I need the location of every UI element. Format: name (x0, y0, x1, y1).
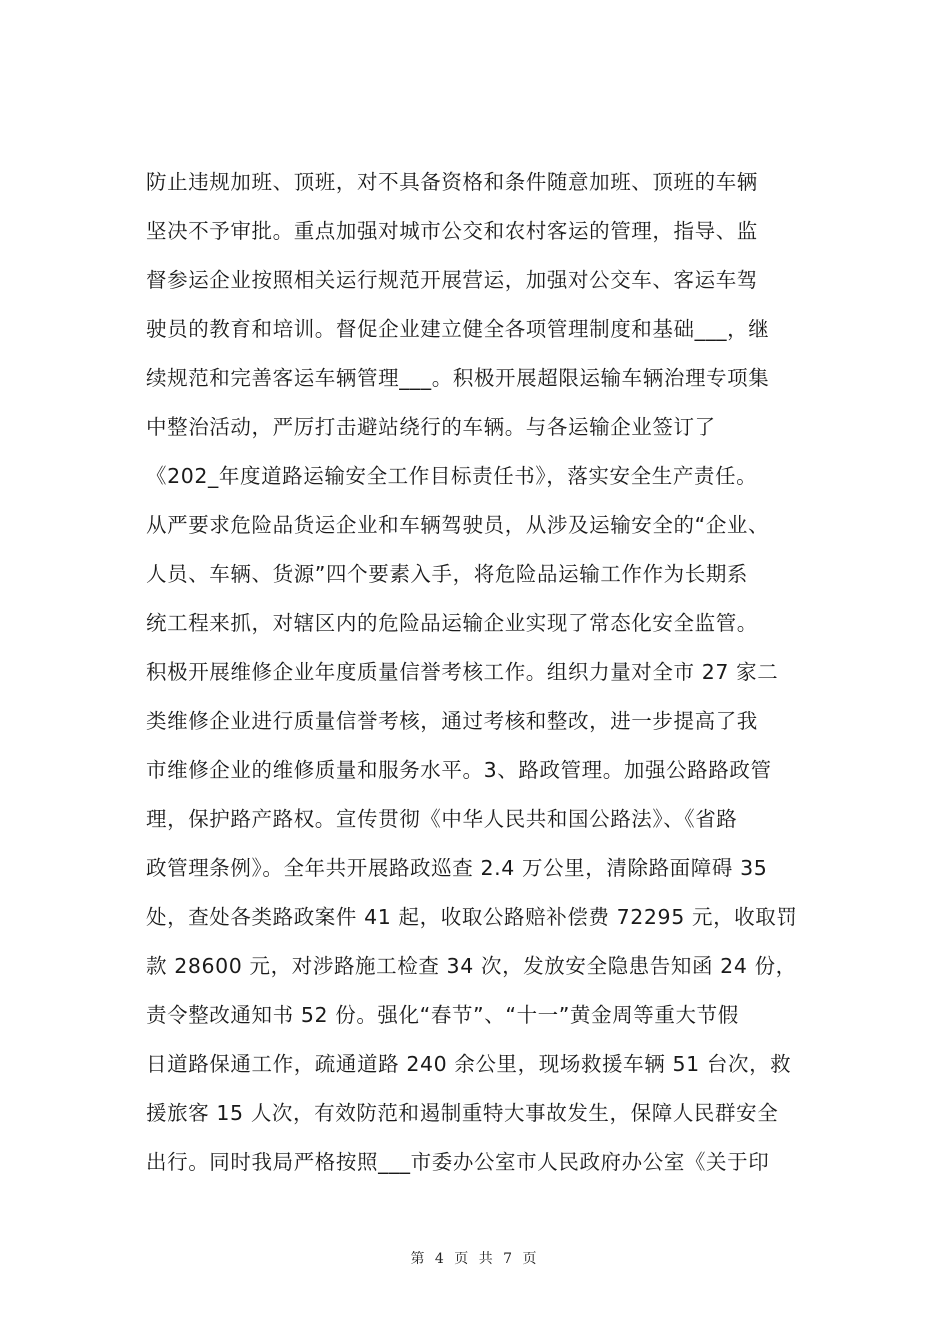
text-line: 续规范和完善客运车辆管理___。积极开展超限运输车辆治理专项集 (146, 366, 770, 390)
text-line: 人员、车辆、货源”四个要素入手，将危险品运输工作作为长期系 (146, 562, 749, 586)
text-line: 防止违规加班、顶班，对不具备资格和条件随意加班、顶班的车辆 (146, 170, 758, 194)
text-line: 款 28600 元，对涉路施工检查 34 次，发放安全隐患告知函 24 份， (146, 954, 797, 978)
text-line: 责令整改通知书 52 份。强化“春节”、“十一”黄金周等重大节假 (146, 1003, 739, 1027)
text-line: 驶员的教育和培训。督促企业建立健全各项管理制度和基础___，继 (146, 317, 770, 341)
text-line: 日道路保通工作，疏通道路 240 余公里，现场救援车辆 51 台次，救 (146, 1052, 792, 1076)
text-line: 督参运企业按照相关运行规范开展营运，加强对公交车、客运车驾 (146, 268, 758, 292)
text-line: 理，保护路产路权。宣传贯彻《中华人民共和国公路法》、《省路 (146, 807, 738, 831)
text-line: 出行。同时我局严格按照___市委办公室市人民政府办公室《关于印 (146, 1150, 770, 1174)
text-line: 坚决不予审批。重点加强对城市公交和农村客运的管理，指导、监 (146, 219, 758, 243)
text-line: 从严要求危险品货运企业和车辆驾驶员，从涉及运输安全的“企业、 (146, 513, 770, 537)
text-line: 类维修企业进行质量信誉考核，通过考核和整改，进一步提高了我 (146, 709, 758, 733)
text-line: 《202_年度道路运输安全工作目标责任书》，落实安全生产责任。 (146, 464, 758, 488)
text-line: 中整治活动，严厉打击避站绕行的车辆。与各运输企业签订了 (146, 415, 716, 439)
text-line: 处，查处各类路政案件 41 起，收取公路赔补偿费 72295 元，收取罚 (146, 905, 798, 929)
text-line: 积极开展维修企业年度质量信誉考核工作。组织力量对全市 27 家二 (146, 660, 779, 684)
text-line: 援旅客 15 人次，有效防范和遏制重特大事故发生，保障人民群安全 (146, 1101, 779, 1125)
text-line: 政管理条例》。全年共开展路政巡查 2.4 万公里，清除路面障碍 35 (146, 856, 768, 880)
body-text (146, 161, 826, 1190)
text-line: 市维修企业的维修质量和服务水平。3、路政管理。加强公路路政管 (146, 758, 772, 782)
text-line: 统工程来抓，对辖区内的危险品运输企业实现了常态化安全监管。 (146, 611, 758, 635)
page-number-footer: 第 4 页 共 7 页 (410, 1251, 540, 1267)
